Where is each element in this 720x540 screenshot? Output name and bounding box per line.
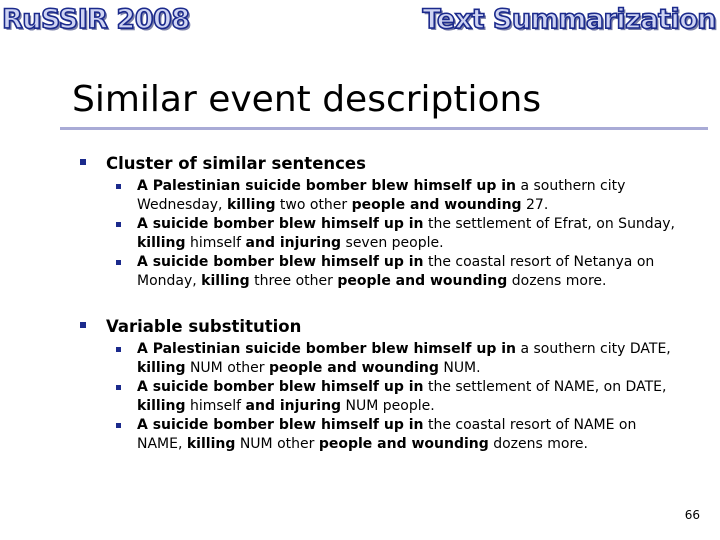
- sentence-item: [137, 215, 677, 253]
- text-run: seven people.: [341, 235, 444, 251]
- russir-2008-logo: RuSSIR 2008: [2, 4, 190, 35]
- text-run: a southern city Wednesday,: [137, 178, 626, 213]
- bold-phrase: killing: [137, 398, 186, 414]
- sentence-item: [137, 253, 677, 291]
- bold-phrase: and injuring: [245, 235, 342, 251]
- text-run: the coastal resort of Netanya on Monday,: [137, 254, 655, 289]
- bold-phrase: A Palestinian suicide bomber blew himself up in: [137, 178, 517, 194]
- bold-phrase: A Palestinian suicide bomber blew himself up in: [137, 341, 517, 357]
- text-run: two other: [275, 197, 352, 213]
- text-run: three other: [249, 273, 338, 289]
- bullet-square-icon: [116, 347, 121, 352]
- bold-phrase: people and wounding: [318, 436, 489, 452]
- bullet-square-icon: [80, 322, 86, 328]
- text-run: NUM people.: [341, 398, 435, 414]
- sentence-item: [137, 416, 677, 454]
- bold-phrase: people and wounding: [268, 360, 439, 376]
- text-run: himself: [185, 398, 246, 414]
- bullet-square-icon: [80, 159, 86, 165]
- text-summarization-logo: Text Summarization: [422, 4, 716, 35]
- bold-phrase: killing: [186, 436, 236, 452]
- text-run: the settlement of Efrat, on Sunday,: [423, 216, 676, 232]
- title-divider: [60, 127, 708, 130]
- text-run: the coastal resort of NAME on NAME,: [137, 417, 637, 452]
- bold-phrase: people and wounding: [351, 197, 522, 213]
- text-run: dozens more.: [488, 436, 588, 452]
- section-heading-cluster: Cluster of similar sentences: [106, 154, 366, 173]
- bold-phrase: A suicide bomber blew himself up in: [137, 254, 424, 270]
- text-run: NUM other: [235, 436, 319, 452]
- bold-phrase: killing: [137, 360, 186, 376]
- bold-phrase: killing: [201, 273, 250, 289]
- bold-phrase: A suicide bomber blew himself up in: [137, 417, 424, 433]
- bullet-square-icon: [116, 423, 121, 428]
- slide-title: Similar event descriptions: [72, 79, 542, 120]
- bold-phrase: killing: [226, 197, 276, 213]
- text-run: NUM other: [185, 360, 269, 376]
- bold-phrase: people and wounding: [337, 273, 508, 289]
- bold-phrase: A suicide bomber blew himself up in: [137, 216, 424, 232]
- text-run: the settlement of NAME, on DATE,: [423, 379, 667, 395]
- sentence-item: [137, 378, 677, 416]
- text-run: dozens more.: [507, 273, 607, 289]
- section-heading-variable-substitution: Variable substitution: [106, 317, 302, 336]
- text-run: himself: [185, 235, 246, 251]
- bullet-square-icon: [116, 222, 121, 227]
- sentence-item: [137, 177, 677, 215]
- bullet-square-icon: [116, 260, 121, 265]
- bold-phrase: killing: [137, 235, 186, 251]
- text-run: a southern city DATE,: [516, 341, 671, 357]
- sentence-item: [137, 340, 677, 378]
- bullet-square-icon: [116, 184, 121, 189]
- text-run: NUM.: [438, 360, 481, 376]
- bold-phrase: A suicide bomber blew himself up in: [137, 379, 424, 395]
- bold-phrase: and injuring: [245, 398, 342, 414]
- page-number: 66: [684, 508, 700, 522]
- text-run: 27.: [521, 197, 549, 213]
- bullet-square-icon: [116, 385, 121, 390]
